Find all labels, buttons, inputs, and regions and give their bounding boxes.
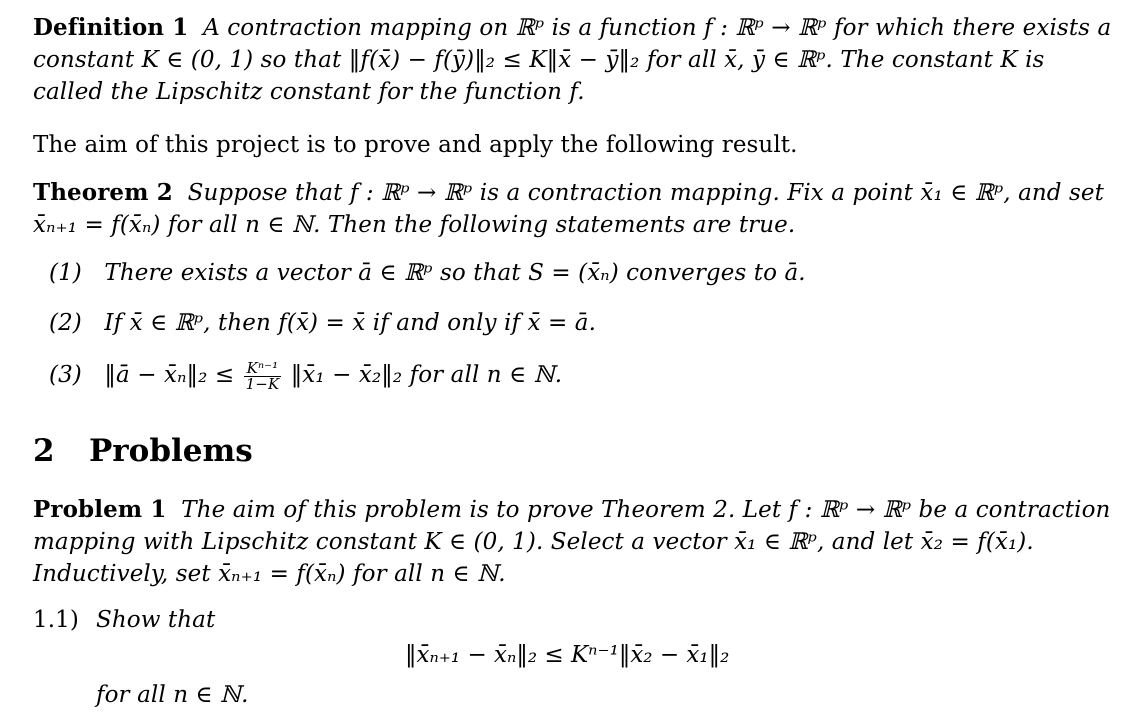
problem-line-3: Inductively, set x̄ₙ₊₁ = f(x̄ₙ) for all n ∈ ℕ. bbox=[33, 561, 506, 587]
theorem-item-2 bbox=[49, 308, 596, 338]
theorem-item-3 bbox=[49, 360, 562, 392]
fraction-numerator: Kⁿ⁻¹ bbox=[244, 361, 282, 377]
intro-paragraph: The aim of this project is to prove and apply the following result. bbox=[33, 132, 798, 158]
subproblem-line bbox=[33, 605, 215, 635]
theorem-text-1: Suppose that f : ℝᵖ → ℝᵖ is a contraction mapping. Fix a point x̄₁ ∈ ℝᵖ, and set bbox=[187, 180, 1104, 206]
fraction-denominator: 1−K bbox=[245, 374, 280, 393]
item-label: (2) bbox=[49, 310, 82, 336]
fraction bbox=[244, 358, 282, 393]
definition-text-1: A contraction mapping on ℝᵖ is a function f : ℝᵖ → ℝᵖ for which there exists a bbox=[203, 15, 1112, 41]
definition-line-2: constant K ∈ (0, 1) so that ‖f(x̄) − f(ȳ)‖₂ ≤ K‖x̄ − ȳ‖₂ for all x̄, ȳ ∈ ℝᵖ. The constant K is bbox=[33, 47, 1045, 73]
problem-line-2: mapping with Lipschitz constant K ∈ (0, 1). Select a vector x̄₁ ∈ ℝᵖ, and let x̄₂ = f(x̄₁). bbox=[33, 529, 1034, 555]
item-label: (1) bbox=[49, 260, 82, 286]
subproblem-label: 1.1) bbox=[33, 607, 79, 633]
definition-line-1 bbox=[33, 13, 1111, 43]
display-equation: ‖x̄ₙ₊₁ − x̄ₙ‖₂ ≤ Kⁿ⁻¹‖x̄₂ − x̄₁‖₂ bbox=[405, 642, 730, 668]
problem-text-1: The aim of this problem is to prove Theorem 2. Let f : ℝᵖ → ℝᵖ be a contraction bbox=[181, 497, 1111, 523]
item-label: (3) bbox=[49, 362, 82, 388]
item-text: There exists a vector ā ∈ ℝᵖ so that S = (x̄ₙ) converges to ā. bbox=[104, 260, 806, 286]
theorem-line-2: x̄ₙ₊₁ = f(x̄ₙ) for all n ∈ ℕ. Then the following statements are true. bbox=[33, 212, 796, 238]
section-heading bbox=[33, 433, 253, 469]
theorem-item-1 bbox=[49, 258, 806, 288]
section-title: Problems bbox=[89, 433, 253, 469]
definition-label: Definition 1 bbox=[33, 14, 189, 41]
subproblem-text: Show that bbox=[96, 607, 216, 633]
problem-label: Problem 1 bbox=[33, 496, 167, 523]
theorem-label: Theorem 2 bbox=[33, 179, 173, 206]
definition-line-3: called the Lipschitz constant for the function f. bbox=[33, 79, 585, 105]
subproblem-after: for all n ∈ ℕ. bbox=[96, 682, 249, 708]
section-number: 2 bbox=[33, 433, 55, 469]
item-inequality-left: ‖ā − x̄ₙ‖₂ ≤ bbox=[104, 362, 235, 388]
item-inequality-right: ‖x̄₁ − x̄₂‖₂ for all n ∈ ℕ. bbox=[290, 362, 563, 388]
problem-line-1 bbox=[33, 495, 1110, 525]
item-text: If x̄ ∈ ℝᵖ, then f(x̄) = x̄ if and only if x̄ = ā. bbox=[104, 310, 597, 336]
theorem-line-1 bbox=[33, 178, 1104, 208]
